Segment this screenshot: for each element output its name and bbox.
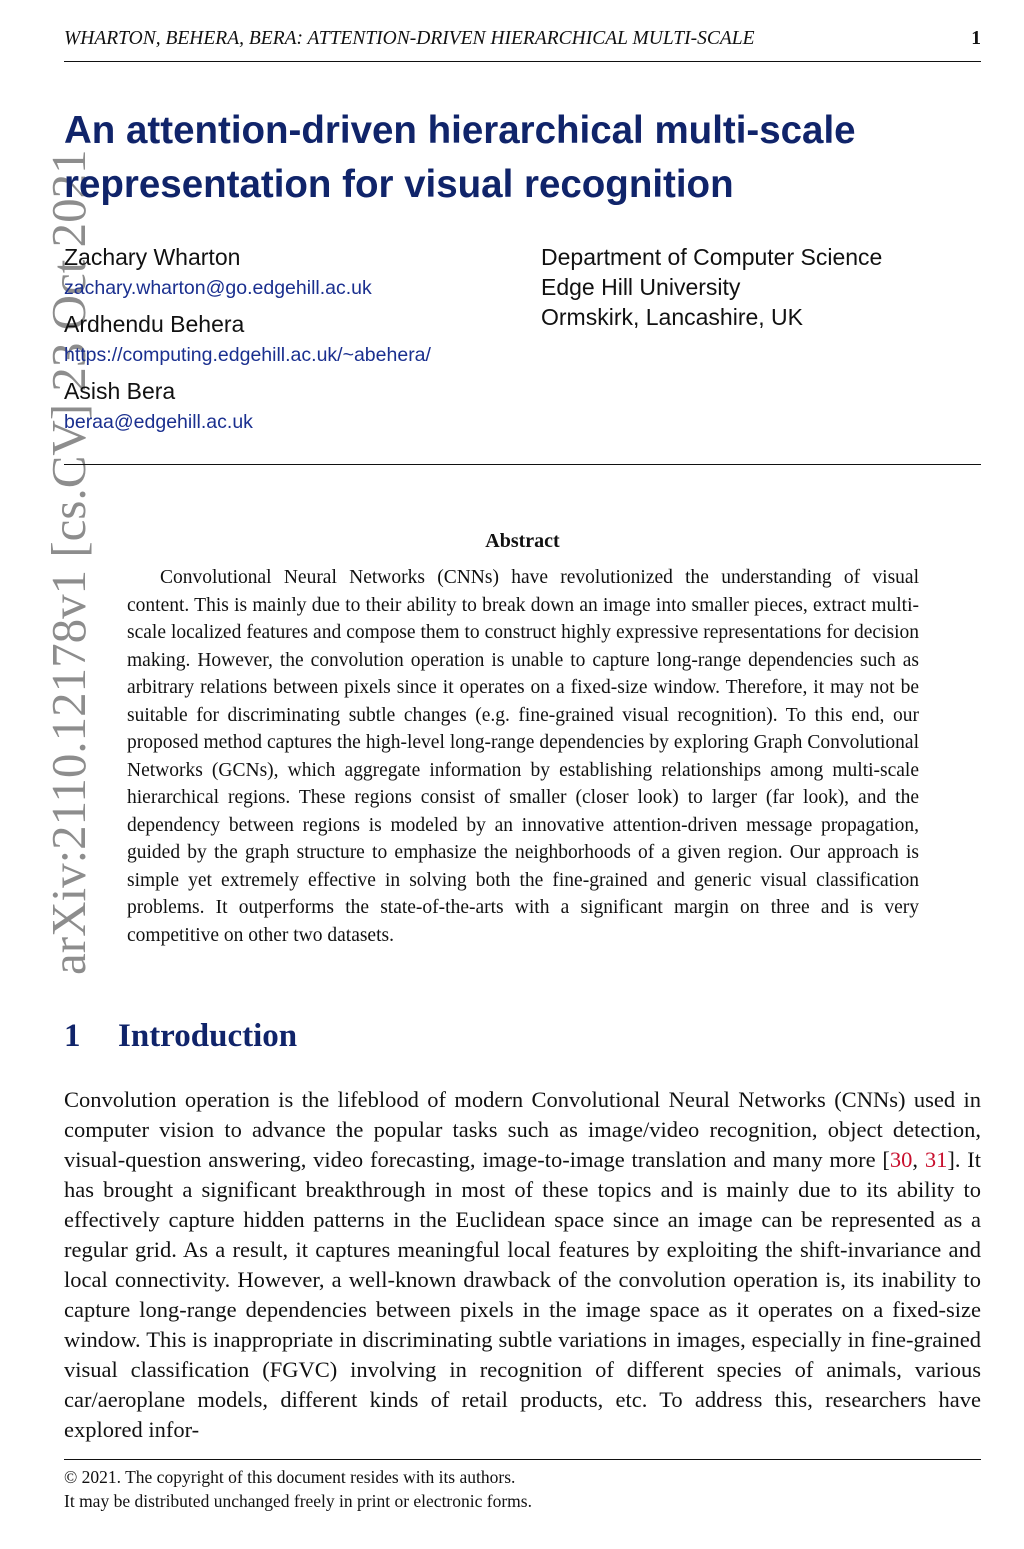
author-name: Ardhendu Behera — [64, 311, 245, 337]
running-head — [64, 28, 981, 52]
arxiv-stamp-text: arXiv:2110.12178v1 [cs.CV] 23 Oct 2021 — [41, 149, 96, 975]
section-heading-introduction — [64, 1018, 981, 1055]
section-title: Introduction — [118, 1018, 298, 1054]
affiliation-location: Ormskirk, Lancashire, UK — [541, 304, 804, 330]
affiliation-department: Department of Computer Science — [541, 244, 883, 270]
author-list — [64, 242, 524, 443]
distribution-line: It may be distributed unchanged freely in print or electronic forms. — [64, 1491, 532, 1511]
section-number: 1 — [64, 1018, 81, 1054]
copyright-footnote — [64, 1465, 981, 1513]
citation-link[interactable]: 30 — [889, 1147, 913, 1172]
author-email-link[interactable]: zachary.wharton@go.edgehill.ac.uk — [64, 277, 372, 299]
paper-title: An attention-driven hierarchical multi-scale representation for visual recognition — [64, 109, 856, 206]
affiliation-university: Edge Hill University — [541, 274, 741, 300]
author-name: Zachary Wharton — [64, 244, 241, 270]
page-number: 1 — [971, 28, 981, 49]
abstract-heading: Abstract — [485, 530, 560, 552]
author-homepage-link[interactable]: https://computing.edgehill.ac.uk/~abehera/ — [64, 344, 431, 366]
abstract-text: Convolutional Neural Networks (CNNs) have revolutionized the understanding of visual content. This is mainly due to their ability to break down an image into smaller pieces, extract multi-scale localized features and compose them to construct highly expressive representations for decision making. However, the convolution operation is unable to capture long-range dependencies such as arbitrary relations between pixels since it operates on a fixed-size window. Therefore, it may not be suitable for discriminating subtle changes (e.g. fine-grained visual recognition). To this end, our proposed method captures the high-level long-range dependencies by exploring Graph Convolutional Networks (GCNs), which aggregate information by establishing relationships among multi-scale hierarchical regions. These regions consist of smaller (closer look) to larger (far look), and the dependency between regions is modeled by an innovative attention-driven message propagation, guided by the graph structure to emphasize the neighborhoods of a given region. Our approach is simple yet extremely effective in solving both the fine-grained and generic visual classification problems. It outperforms the state-of-the-arts with a significant margin on three and is very competitive on other two datasets. — [127, 567, 919, 946]
author-name: Asish Bera — [64, 378, 176, 404]
running-head-title: WHARTON, BEHERA, BERA: ATTENTION-DRIVEN HIERARCHICAL MULTI-SCALE — [64, 28, 755, 49]
copyright-line: © 2021. The copyright of this document resides with its authors. — [64, 1467, 516, 1487]
citation-separator: , — [912, 1147, 925, 1172]
footnote-rule — [64, 1459, 981, 1460]
header-rule — [64, 61, 981, 62]
title-rule — [64, 464, 981, 465]
affiliation — [541, 242, 981, 332]
author-email-link[interactable]: beraa@edgehill.ac.uk — [64, 411, 253, 433]
introduction-paragraph — [64, 1085, 981, 1445]
intro-text-rest: ]. It has brought a significant breakthrough in most of these topics and is mainly due to its ability to effectively capture hidden patterns in the Euclidean space since an image can be represented as a regular grid. As a result, it captures meaningful local features by exploiting the shift-invariance and local connectivity. However, a well-known drawback of the convolution operation is, its inability to capture long-range dependencies between pixels in the image space as it operates on a fixed-size window. This is inappropriate in discriminating subtle variations in images, especially in fine-grained visual classification (FGVC) involving in recognition of different species of animals, various car/aeroplane models, different kinds of retail products, etc. To address this, researchers have explored infor- — [64, 1147, 981, 1442]
intro-text-start: Convolution operation is the lifeblood of modern Convolutional Neural Networks (CNNs) used in computer vision to advance the popular tasks such as image/video recognition, object detection, visual-question answering, video forecasting, image-to-image translation and many more [ — [64, 1087, 981, 1172]
citation-link[interactable]: 31 — [924, 1147, 948, 1172]
